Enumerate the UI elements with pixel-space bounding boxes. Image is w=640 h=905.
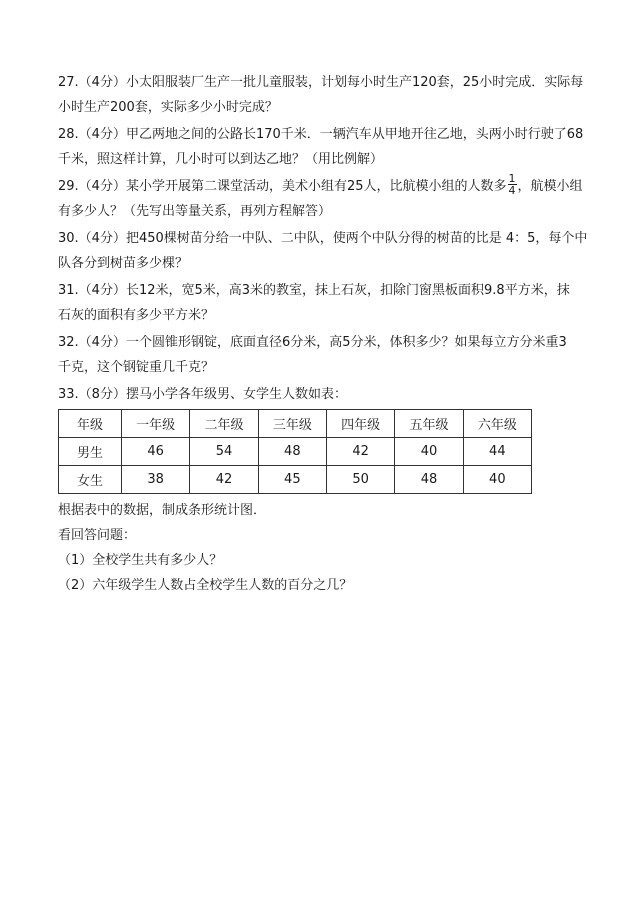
table-cell: 48 [258, 438, 326, 466]
question-29-text-pre: 29.（4分）某小学开展第二课堂活动，美术小组有25人，比航模小组的人数多 [58, 179, 507, 194]
table-header-cell: 年级 [59, 410, 122, 438]
sub-question-2: （2）六年级学生人数占全校学生人数的百分之几？ [58, 578, 353, 593]
table-cell: 女生 [59, 466, 122, 494]
table-header-cell: 五年级 [395, 410, 463, 438]
sub-question-1: （1）全校学生共有多少人？ [58, 553, 223, 568]
table-cell: 42 [190, 466, 258, 494]
table-cell: 50 [326, 466, 394, 494]
table-cell: 38 [122, 466, 190, 494]
table-cell: 48 [395, 466, 463, 494]
question-31-line2: 石灰的面积有多少平方米？ [58, 308, 215, 323]
instruction-text: 根据表中的数据，制成条形统计图． [58, 503, 267, 518]
table-header-cell: 二年级 [190, 410, 258, 438]
question-29-line2: 有多少人？（先写出等量关系，再列方程解答） [58, 204, 332, 219]
table-cell: 46 [122, 438, 190, 466]
question-31-line1: 31.（4分）长12米，宽5米，高3米的教室，抹上石灰，扣除门窗黑板面积9.8平方米，抹 [58, 283, 570, 298]
question-list [58, 70, 588, 598]
question-30-line2: 队各分到树苗多少棵？ [58, 256, 189, 271]
fraction-numerator: 1 [508, 172, 516, 185]
table-header-cell: 三年级 [258, 410, 326, 438]
question-27-line1: 27.（4分）小太阳服装厂生产一批儿童服装，计划每小时生产120套，25小时完成．实际每 [58, 75, 584, 90]
question-27-line2: 小时生产200套，实际多少小时完成？ [58, 100, 278, 115]
student-count-table [58, 409, 532, 494]
fraction-denominator: 4 [508, 184, 516, 197]
table-cell: 42 [326, 438, 394, 466]
fraction [508, 173, 517, 196]
question-29-text-post: ，航模小组 [517, 179, 583, 194]
table-cell: 男生 [59, 438, 122, 466]
question-30-line1: 30.（4分）把450棵树苗分给一中队、二中队，使两个中队分得的树苗的比是 4：5，每个中 [58, 231, 588, 246]
question-33-line1: 33.（8分）摆马小学各年级男、女学生人数如表： [58, 387, 347, 402]
table-cell: 44 [463, 438, 531, 466]
instruction-text: 看回答问题： [58, 528, 137, 543]
table-cell: 40 [395, 438, 463, 466]
question-28-line2: 千米，照这样计算，几小时可以到达乙地？（用比例解） [58, 152, 384, 167]
table-header-cell: 六年级 [463, 410, 531, 438]
question-29-line1 [58, 174, 588, 199]
question-28-line1: 28.（4分）甲乙两地之间的公路长170千米．一辆汽车从甲地开往乙地，头两小时行驶了68 [58, 127, 584, 142]
question-32-line1: 32.（4分）一个圆锥形钢锭，底面直径6分米，高5分米，体积多少？如果每立方分米重3 [58, 335, 567, 350]
table-header-cell: 一年级 [122, 410, 190, 438]
table-cell: 54 [190, 438, 258, 466]
table-cell: 40 [463, 466, 531, 494]
table-header-row [59, 410, 532, 438]
table-cell: 45 [258, 466, 326, 494]
question-32-line2: 千克，这个钢锭重几千克？ [58, 360, 215, 375]
table-header-cell: 四年级 [326, 410, 394, 438]
table-row [59, 438, 532, 466]
table-row [59, 466, 532, 494]
